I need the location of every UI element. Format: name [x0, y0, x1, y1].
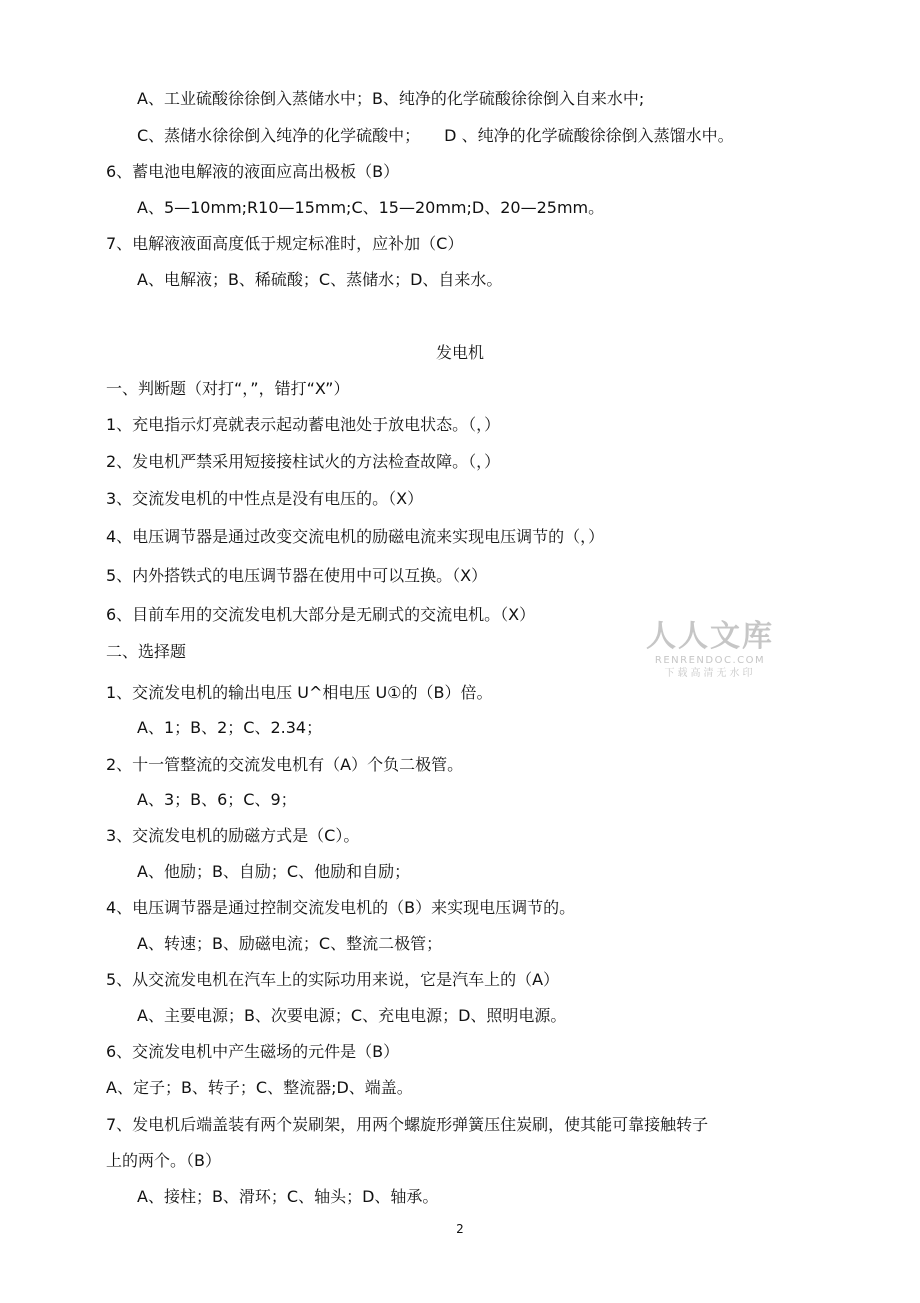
option-line: A、1；B、2；C、2.34；: [137, 718, 323, 737]
judge-item: 3、交流发电机的中性点是没有电压的。（X）: [106, 489, 424, 508]
section-title: 发电机: [435, 343, 484, 362]
question-line: 1、交流发电机的输出电压 U^相电压 U①的（B）倍。: [106, 683, 493, 702]
judge-item: 4、电压调节器是通过改变交流电机的励磁电流来实现电压调节的（，）: [106, 527, 605, 546]
question-line: 5、从交流发电机在汽车上的实际功用来说，它是汽车上的（A）: [106, 970, 560, 989]
question-line: 2、十一管整流的交流发电机有（A）个负二极管。: [106, 755, 464, 774]
judge-item: 1、充电指示灯亮就表示起动蓄电池处于放电状态。（，）: [106, 415, 501, 434]
judge-item: 5、内外搭铁式的电压调节器在使用中可以互换。（X）: [106, 566, 488, 585]
watermark-url: RENRENDOC.COM: [654, 655, 766, 666]
option-line: A、5—10mm;R10—15mm;C、15—20mm;D、20—25mm。: [137, 198, 605, 217]
watermark-title: 人人文库: [646, 619, 774, 654]
question-line: 6、交流发电机中产生磁场的元件是（B）: [106, 1042, 400, 1061]
option-line: A、电解液；B、稀硫酸；C、蒸储水；D、自来水。: [137, 270, 503, 289]
option-line: A、3；B、6；C、9；: [137, 790, 297, 809]
question-line: 7、发电机后端盖装有两个炭刷架，用两个螺旋形弹簧压住炭刷，使其能可靠接触转子: [106, 1115, 709, 1134]
question-line: 7、电解液液面高度低于规定标准时，应补加（C）: [106, 234, 464, 253]
option-line: C、蒸储水徐徐倒入纯净的化学硫酸中； D 、纯净的化学硫酸徐徐倒入蒸馏水中。: [137, 126, 734, 145]
option-line: A、工业硫酸徐徐倒入蒸储水中；B、纯净的化学硫酸徐徐倒入自来水中;: [137, 89, 645, 108]
option-line: A、接柱；B、滑环；C、轴头；D、轴承。: [137, 1187, 439, 1206]
watermark-slogan: 下载高清无水印: [664, 668, 756, 679]
option-line: A、定子；B、转子；C、整流器;D、端盖。: [106, 1078, 413, 1097]
question-line: 3、交流发电机的励磁方式是（C）。: [106, 826, 360, 845]
choice-heading: 二、选择题: [106, 642, 187, 661]
option-line: A、转速；B、励磁电流；C、整流二极管；: [137, 934, 443, 953]
question-line-continued: 上的两个。（B）: [106, 1151, 221, 1170]
question-line: 6、蓄电池电解液的液面应高出极板（B）: [106, 162, 400, 181]
judge-heading: 一、判断题（对打“，”，错打“X”）: [106, 379, 350, 398]
option-line: A、主要电源；B、次要电源；C、充电电源；D、照明电源。: [137, 1006, 567, 1025]
question-line: 4、电压调节器是通过控制交流发电机的（B）来实现电压调节的。: [106, 898, 576, 917]
judge-item: 6、目前车用的交流发电机大部分是无刷式的交流电机。（X）: [106, 605, 536, 624]
page-number: 2: [456, 1222, 464, 1236]
watermark: [640, 620, 780, 680]
option-line: A、他励；B、自励；C、他励和自励；: [137, 862, 411, 881]
judge-item: 2、发电机严禁采用短接接柱试火的方法检查故障。（，）: [106, 452, 501, 471]
